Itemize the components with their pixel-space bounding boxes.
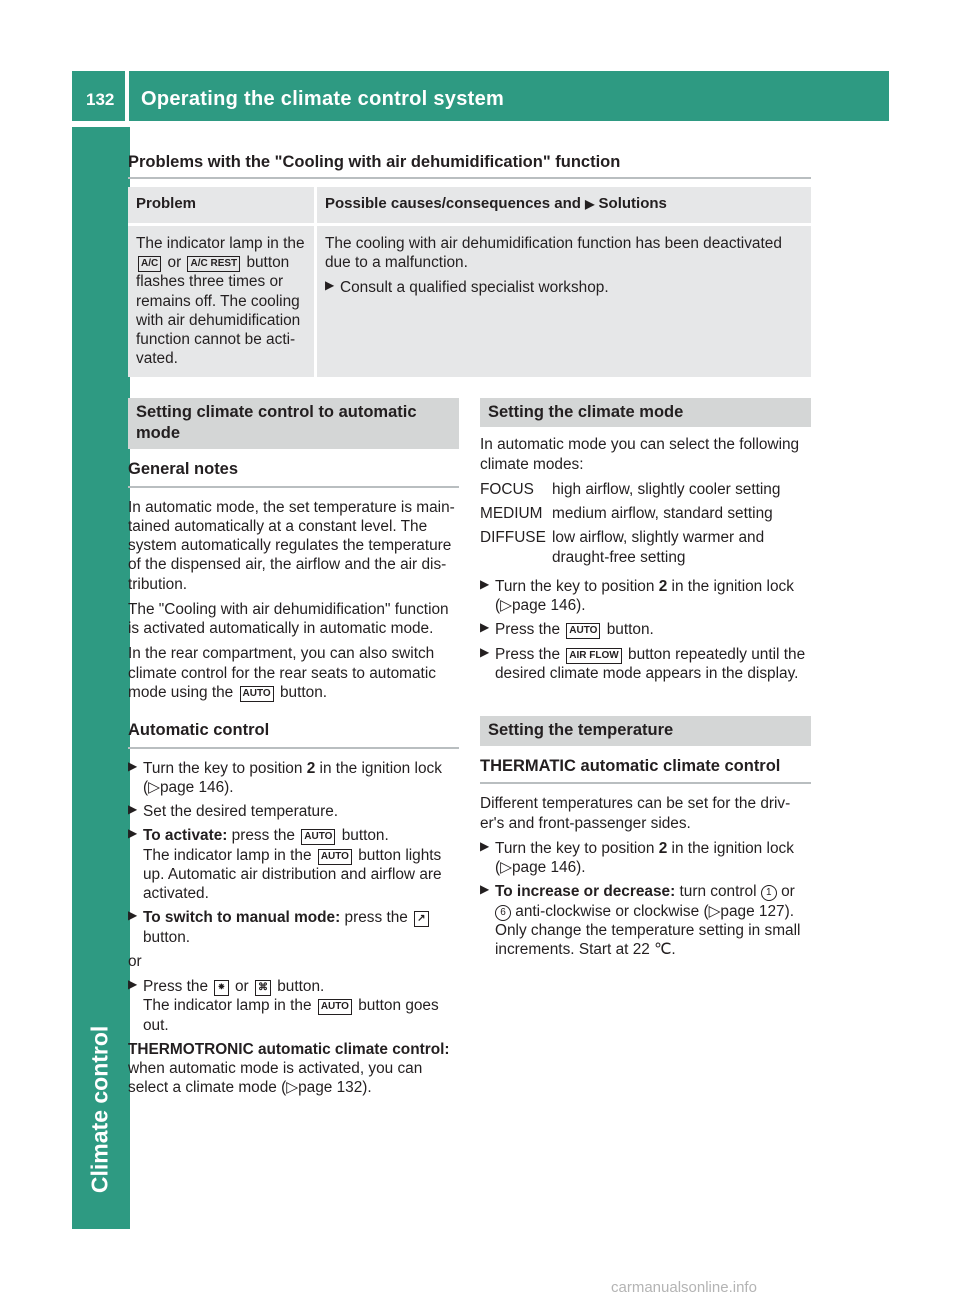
col-problem-header: Problem xyxy=(128,187,314,223)
thermatic-heading: THERMATIC automatic climate control xyxy=(480,756,811,785)
auto-button-icon: AUTO xyxy=(240,686,274,702)
ac-rest-button-icon: A/C REST xyxy=(187,256,240,272)
arrow-icon: ▶ xyxy=(128,826,138,841)
mode-name: FOCUS xyxy=(480,480,534,498)
arrow-icon: ▶ xyxy=(325,278,335,293)
climate-mode-heading: Setting the climate mode xyxy=(480,398,811,427)
step-activate: ▶ To activate: press the AUTO button. The indicator lamp in the AUTO button lights up. Automatic air distribution and airflow are activated. xyxy=(128,826,442,903)
fan-decrease-button-icon: ⁕ xyxy=(214,980,228,996)
mode-desc: low airflow, slightly warmer and draught-free setting xyxy=(552,529,765,566)
page-title: Operating the climate control system xyxy=(141,88,505,110)
arrow-icon: ▶ xyxy=(585,197,595,211)
solution-cell xyxy=(314,223,811,377)
or-text: or xyxy=(128,952,142,970)
air-flow-button-icon: AIR FLOW xyxy=(566,648,621,664)
arrow-icon: ▶ xyxy=(480,882,490,897)
cause-text: The cooling with air dehumidification function has been deactivated due to a malfunction. xyxy=(325,234,782,271)
step-manual-mode: ▶ To switch to manual mode: press the ↗ button. xyxy=(128,908,459,947)
page-ref-icon: ▷ xyxy=(500,859,512,876)
arrow-icon: ▶ xyxy=(480,644,490,659)
problems-table xyxy=(128,187,811,377)
step-adjust-temperature: ▶ To increase or decrease: turn control 1 or 6 anti-clockwise or clockwise (▷page 127). Only change the temperature setting in small increments. Start at 22 ℃. xyxy=(480,882,801,958)
auto-button-icon: AUTO xyxy=(318,849,352,865)
arrow-icon: ▶ xyxy=(128,758,138,773)
watermark: carmanualsonline.info xyxy=(611,1279,757,1296)
temperature-heading: Setting the temperature xyxy=(480,716,811,745)
general-p2: The "Cooling with air dehumidification" function is activated automatically in automatic mode. xyxy=(128,600,449,637)
page-ref-icon: ▷ xyxy=(708,902,721,920)
page-header xyxy=(72,71,889,121)
problems-rule xyxy=(128,177,811,179)
arrow-icon: ▶ xyxy=(128,802,138,817)
step-turn-key: ▶ Turn the key to position 2 in the ignition lock (▷page 146). xyxy=(128,758,442,796)
general-p3: In the rear compartment, you can also switch climate control for the rear seats to automatic mode using the AUTO button. xyxy=(128,645,436,701)
arrow-icon: ▶ xyxy=(128,977,138,992)
general-notes-heading: General notes xyxy=(128,459,459,488)
temp-intro: Different temperatures can be set for the driv- er's and front-passenger sides. xyxy=(480,795,791,832)
auto-button-icon: AUTO xyxy=(318,999,352,1015)
arrow-icon: ▶ xyxy=(480,838,490,853)
page-ref-icon: ▷ xyxy=(500,597,512,615)
step-press-airflow: ▶ Press the AIR FLOW button repeatedly until the desired climate mode appears in the display. xyxy=(480,644,806,682)
automatic-control-heading: Automatic control xyxy=(128,720,459,749)
step-press-auto: ▶ Press the AUTO button. xyxy=(480,620,654,639)
table-row xyxy=(128,223,811,377)
auto-mode-heading: Setting climate control to automatic mode xyxy=(128,398,459,449)
mode-intro: In automatic mode you can select the following climate modes: xyxy=(480,436,800,473)
page-number: 132 xyxy=(86,90,115,109)
mode-name: DIFFUSE xyxy=(480,529,546,547)
auto-button-icon: AUTO xyxy=(566,623,600,639)
arrow-icon: ▶ xyxy=(480,620,490,635)
arrow-icon: ▶ xyxy=(128,908,138,923)
step-turn-key: ▶ Turn the key to position 2 in the ignition lock (▷page 146). xyxy=(480,576,794,615)
climate-modes-list xyxy=(480,480,811,567)
general-p1: In automatic mode, the set temperature is main- tained automatically at a constant level. The system automatically regulates the temperature of the dispensed air, the airflow and the air dis- tribution. xyxy=(128,498,455,593)
col-solutions-header: Possible causes/consequences and ▶ Solutions xyxy=(314,187,811,223)
auto-button-icon: AUTO xyxy=(301,829,335,845)
arrow-icon: ▶ xyxy=(480,576,490,591)
step-set-temperature: ▶ Set the desired temperature. xyxy=(128,802,339,821)
problems-title: Problems with the "Cooling with air dehumidification" function xyxy=(128,153,621,171)
mode-name: MEDIUM xyxy=(480,505,543,523)
control-6-icon: 6 xyxy=(495,905,511,921)
right-column xyxy=(480,398,811,964)
solution-step: ▶ Consult a qualified specialist workshop. xyxy=(325,278,609,297)
mode-desc: medium airflow, standard setting xyxy=(552,505,773,523)
ac-button-icon: A/C xyxy=(138,256,161,272)
problem-cell: The indicator lamp in the A/C or A/C REST button flashes three times or remains off. The cooling with air dehumidification function cannot be acti- vated. xyxy=(128,223,314,377)
header-separator xyxy=(125,71,129,121)
left-column xyxy=(128,398,459,1104)
step-turn-key: ▶ Turn the key to position 2 in the ignition lock (▷page 146). xyxy=(480,838,794,876)
thermotronic-note: THERMOTRONIC automatic climate control: when automatic mode is activated, you can select a climate mode (▷page 132). xyxy=(128,1040,450,1097)
mode-desc: high airflow, slightly cooler setting xyxy=(552,480,781,498)
fan-increase-button-icon: ⌘ xyxy=(255,980,271,996)
side-tab xyxy=(72,127,130,1229)
side-tab-label: Climate control xyxy=(86,1025,113,1193)
control-1-icon: 1 xyxy=(761,885,777,901)
page-ref-icon: ▷ xyxy=(148,778,160,796)
page-ref-icon: ▷ xyxy=(286,1079,299,1097)
step-fan-buttons: ▶ Press the ⁕ or ⌘ button. The indicator lamp in the AUTO button goes out. xyxy=(128,977,439,1034)
air-distribution-button-icon: ↗ xyxy=(414,911,428,927)
